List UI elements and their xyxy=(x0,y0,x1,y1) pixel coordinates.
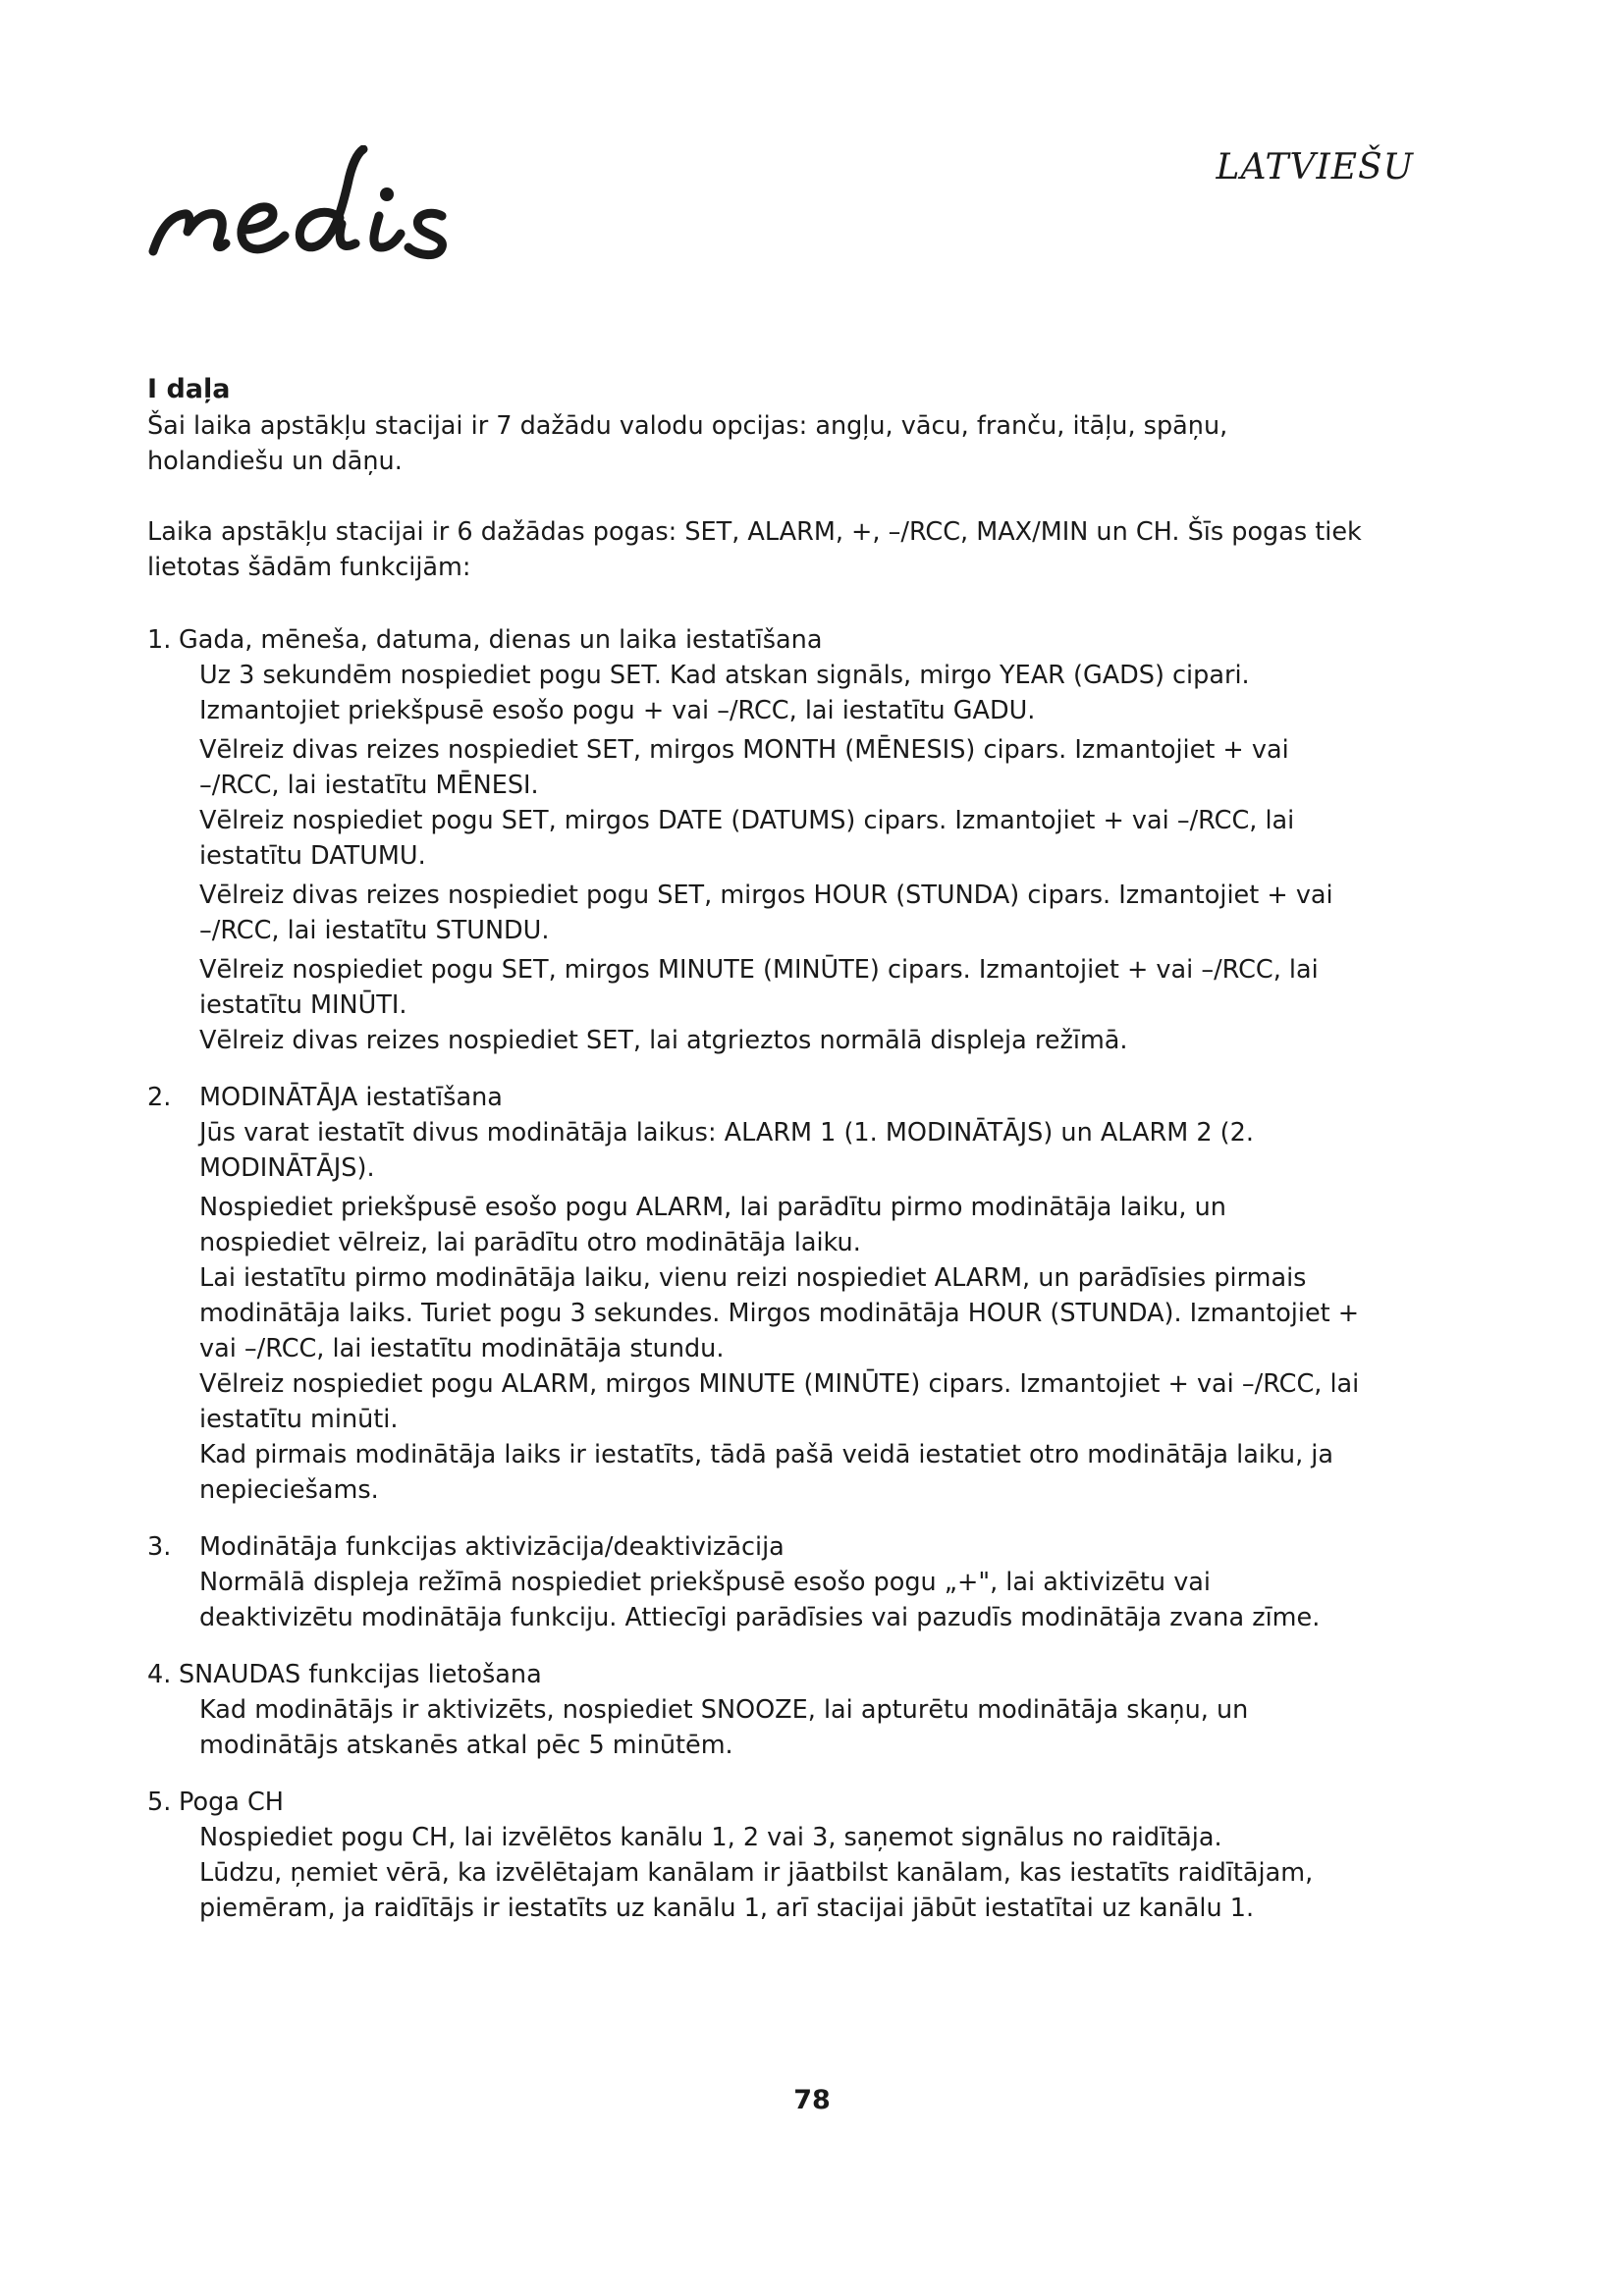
list-item xyxy=(147,622,1365,1058)
item-line: Nospiediet pogu CH, lai izvēlētos kanālu 1, 2 vai 3, saņemot signālus no raidītāja. xyxy=(199,1823,1222,1852)
intro-paragraph-1: Šai laika apstākļu stacijai ir 7 dažādu valodu opcijas: angļu, vācu, franču, itāļu, spāņu, holandiešu un dāņu. xyxy=(147,411,1228,476)
item-line: Kad modinātājs ir aktivizēts, nospiediet SNOOZE, lai apturētu modinātāja skaņu, un modinātājs atskanēs atkal pēc 5 minūtēm. xyxy=(199,1695,1249,1760)
item-line: Normālā displeja režīmā nospiediet priekšpusē esošo pogu „+", lai aktivizētu vai deaktivizētu modinātāja funkciju. Attiecīgi parādīsies vai pazudīs modinātāja zvana zīme. xyxy=(199,1568,1321,1632)
item-title: Modinātāja funkcijas aktivizācija/deaktivizācija xyxy=(199,1532,785,1562)
item-number: 1. xyxy=(147,625,172,655)
page-number: 78 xyxy=(793,2085,831,2115)
nedis-logo xyxy=(147,145,579,273)
list-item xyxy=(147,1785,1365,1926)
language-label: LATVIEŠU xyxy=(1216,147,1414,187)
item-line: Vēlreiz divas reizes nospiediet SET, mirgos MONTH (MĒNESIS) cipars. Izmantojiet + vai –/RCC, lai iestatītu MĒNESI. xyxy=(199,735,1289,800)
item-line: Kad pirmais modinātāja laiks ir iestatīts, tādā pašā veidā iestatiet otro modinātāja laiku, ja nepieciešams. xyxy=(199,1440,1334,1505)
item-number: 2. xyxy=(147,1083,172,1112)
item-line: Uz 3 sekundēm nospiediet pogu SET. Kad atskan signāls, mirgo YEAR (GADS) cipari. Izmantojiet priekšpusē esošo pogu + vai –/RCC, lai iestatītu GADU. xyxy=(199,661,1250,725)
item-line: Lūdzu, ņemiet vērā, ka izvēlētajam kanālam ir jāatbilst kanālam, kas iestatīts raidītājam, piemēram, ja raidītājs ir iestatīts uz kanālu 1, arī stacijai jābūt iestatītai uz kanālu 1. xyxy=(199,1858,1314,1923)
item-line: Vēlreiz nospiediet pogu ALARM, mirgos MINUTE (MINŪTE) cipars. Izmantojiet + vai –/RCC, lai iestatītu minūti. xyxy=(199,1369,1360,1434)
list-item xyxy=(147,1080,1365,1508)
section-title: I daļa xyxy=(147,374,231,404)
item-line: Vēlreiz divas reizes nospiediet SET, lai atgrieztos normālā displeja režīmā. xyxy=(199,1026,1128,1055)
item-number: 5. xyxy=(147,1788,172,1817)
item-line: Lai iestatītu pirmo modinātāja laiku, vienu reizi nospiediet ALARM, un parādīsies pirmais modinātāja laiks. Turiet pogu 3 sekundes. Mirgos modinātāja HOUR (STUNDA). Izmantojiet + vai –/RCC, lai iestatītu modinātāja stundu. xyxy=(199,1263,1360,1363)
instruction-list xyxy=(147,622,1365,1926)
item-title: Poga CH xyxy=(179,1788,284,1817)
item-line: Nospiediet priekšpusē esošo pogu ALARM, lai parādītu pirmo modinātāja laiku, un nospiediet vēlreiz, lai parādītu otro modinātāja laiku. xyxy=(199,1193,1226,1257)
list-item xyxy=(147,1657,1365,1763)
list-item xyxy=(147,1529,1365,1635)
item-title: SNAUDAS funkcijas lietošana xyxy=(179,1660,542,1689)
item-line: Jūs varat iestatīt divus modinātāja laikus: ALARM 1 (1. MODINĀTĀJS) un ALARM 2 (2. MODINĀTĀJS). xyxy=(199,1118,1254,1183)
intro-paragraph-2: Laika apstākļu stacijai ir 6 dažādas pogas: SET, ALARM, +, –/RCC, MAX/MIN un CH. Šīs pogas tiek lietotas šādām funkcijām: xyxy=(147,517,1362,582)
svg-text:nedis: nedis xyxy=(147,145,150,146)
item-number: 3. xyxy=(147,1532,172,1562)
item-line: Vēlreiz divas reizes nospiediet pogu SET, mirgos HOUR (STUNDA) cipars. Izmantojiet + vai –/RCC, lai iestatītu STUNDU. xyxy=(199,881,1333,945)
document-body xyxy=(147,371,1365,1948)
item-title: Gada, mēneša, datuma, dienas un laika iestatīšana xyxy=(179,625,823,655)
item-number: 4. xyxy=(147,1660,172,1689)
item-title: MODINĀTĀJA iestatīšana xyxy=(199,1083,503,1112)
item-line: Vēlreiz nospiediet pogu SET, mirgos MINUTE (MINŪTE) cipars. Izmantojiet + vai –/RCC, lai iestatītu MINŪTI. xyxy=(199,955,1319,1020)
item-line: Vēlreiz nospiediet pogu SET, mirgos DATE (DATUMS) cipars. Izmantojiet + vai –/RCC, lai iestatītu DATUMU. xyxy=(199,806,1295,871)
